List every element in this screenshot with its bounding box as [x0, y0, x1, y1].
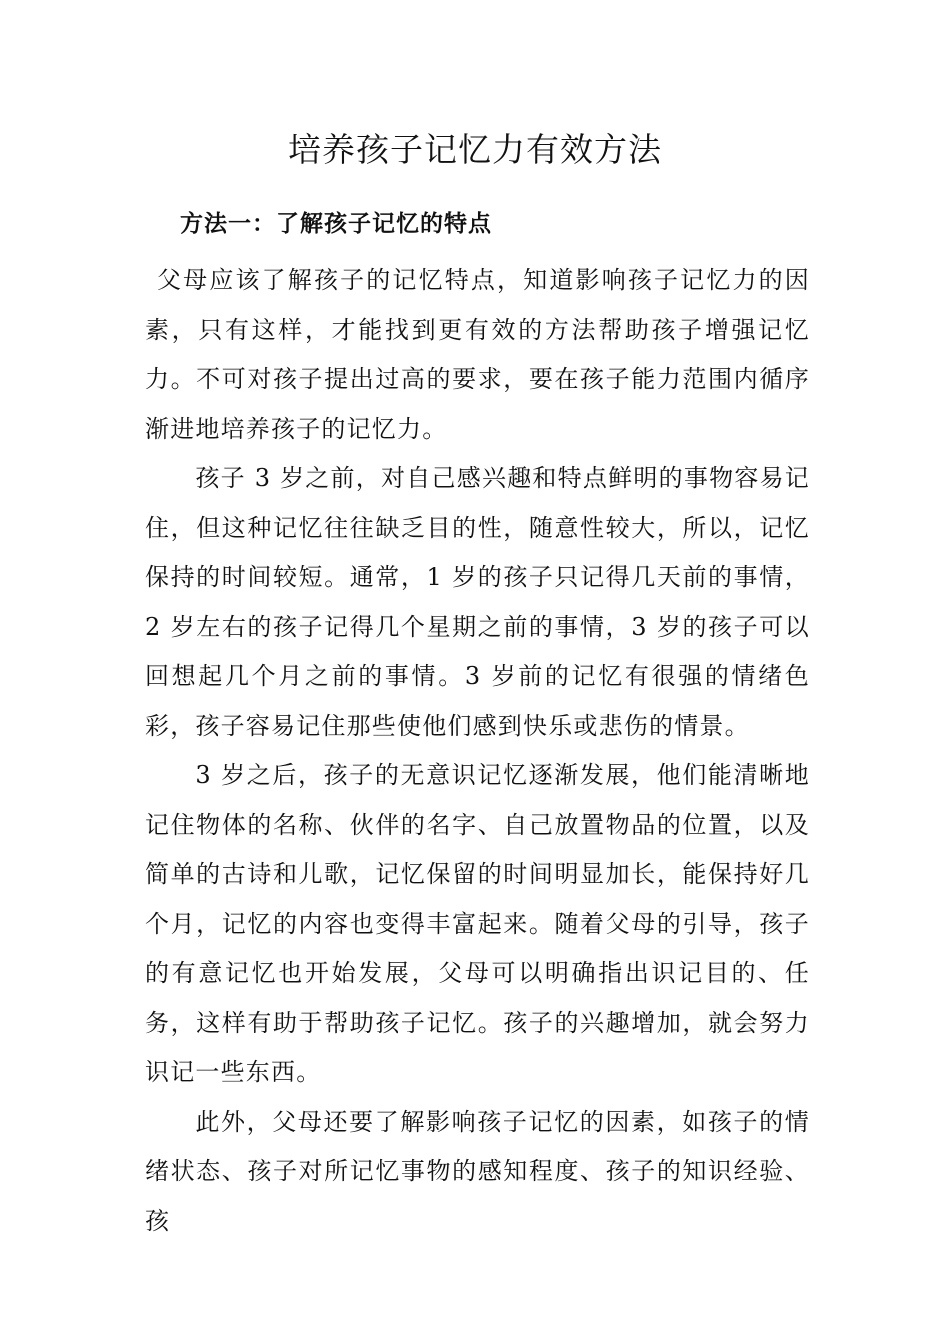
paragraph-3: 3 岁之后，孩子的无意识记忆逐渐发展，他们能清晰地记住物体的名称、伙伴的名字、自己放置物品的位置，以及简单的古诗和儿歌，记忆保留的时间明显加长，能保持好几个月，记忆的内容也变得丰富起来。随着父母的引导，孩子的有意记忆也开始发展，父母可以明确指出识记目的、任务，这样有助于帮助孩子记忆。孩子的兴趣增加，就会努力识记一些东西。 [145, 761, 810, 1086]
paragraph-2: 孩子 3 岁之前，对自己感兴趣和特点鲜明的事物容易记住，但这种记忆往往缺乏目的性，随意性较大，所以，记忆保持的时间较短。通常，1 岁的孩子只记得几天前的事情，2 岁左右的孩子记得几个星期之前的事情，3 岁的孩子可以回想起几个月之前的事情。3 岁前的记忆有很强的情绪色彩，孩子容易记住那些使他们感到快乐或悲伤的情景。 [145, 464, 810, 740]
paragraph-4: 此外，父母还要了解影响孩子记忆的因素，如孩子的情绪状态、孩子对所记忆事物的感知程度、孩子的知识经验、孩 [145, 1107, 810, 1235]
paragraph-1: 父母应该了解孩子的记忆特点，知道影响孩子记忆力的因素，只有这样，才能找到更有效的方法帮助孩子增强记忆力。不可对孩子提出过高的要求，要在孩子能力范围内循序渐进地培养孩子的记忆力。 [145, 266, 810, 443]
document-title: 培养孩子记忆力有效方法 [288, 130, 662, 169]
section-heading: 方法一：了解孩子记忆的特点 [180, 210, 492, 237]
document-body [145, 256, 810, 1246]
